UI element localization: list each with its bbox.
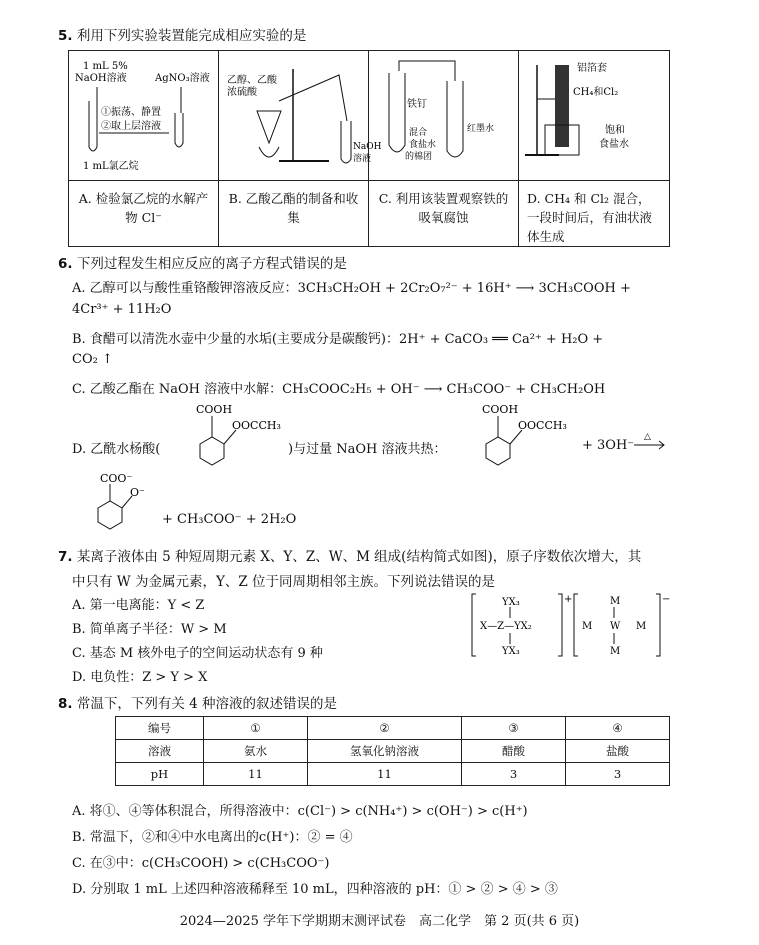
q6-heat-arrow — [634, 430, 666, 452]
q8-option-b: B. 常温下，②和④中水电离出的c(H⁺)：② = ④ — [72, 830, 353, 845]
q6-option-d-prefix: D. 乙酰水杨酸( — [72, 442, 161, 457]
q6-aspirin-structure-1 — [180, 400, 290, 470]
q5b-label3: NaOH — [353, 142, 382, 152]
q7-m-right: M — [636, 621, 647, 632]
q6-option-a-line2: 4Cr³⁺ + 11H₂O — [72, 302, 172, 317]
q7-charge-minus: − — [662, 594, 671, 605]
table-cell: 3 — [566, 763, 670, 786]
q6-option-d-middle: )与过量 NaOH 溶液共热： — [288, 442, 447, 457]
q6-cooh-label-1: COOH — [196, 403, 233, 416]
q8-number: 8. — [58, 696, 73, 712]
q5d-foil-tube — [555, 65, 569, 147]
table-row — [116, 740, 670, 763]
q7-ionic-liquid-structure — [470, 592, 670, 660]
q7-m-bottom: M — [610, 646, 621, 657]
q8-stem-text: 常温下，下列有关 4 种溶液的叙述错误的是 — [76, 696, 337, 712]
q5a-tube-right — [175, 113, 183, 147]
q7-yx3-top: YX₃ — [502, 597, 520, 608]
q5-option-a: A. 检验氯乙烷的水解产物 Cl⁻ — [78, 191, 209, 225]
q5-figure-table — [68, 50, 670, 247]
q5c-label4: 的棉团 — [405, 152, 433, 162]
q5-stem — [58, 24, 306, 44]
q5c-tube-right — [447, 81, 463, 157]
q7-number: 7. — [58, 549, 73, 565]
q6-coo-label: COO⁻ — [100, 472, 133, 485]
q8-solution-table — [115, 716, 670, 786]
q5-number: 5. — [58, 28, 73, 44]
q6-bond-2 — [224, 430, 236, 444]
q6-o-label: O⁻ — [130, 486, 145, 499]
table-cell: 11 — [308, 763, 462, 786]
q5d-label2: CH₄和Cl₂ — [573, 87, 619, 98]
q5a-reagent2: NaOH溶液 — [75, 73, 127, 84]
table-cell: 编号 — [116, 717, 204, 740]
q5c-tube-left — [389, 73, 405, 152]
q6-ester-label-2: OOCCH₃ — [518, 419, 567, 432]
q6-cooh-label-2: COOH — [482, 403, 519, 416]
q8-stem — [58, 692, 337, 712]
q5-option-c: C. 利用该装置观察铁的吸氧腐蚀 — [378, 191, 509, 225]
q5-option-b: B. 乙酸乙酯的制备和收集 — [228, 191, 359, 225]
q5-option-d: D. CH₄ 和 Cl₂ 混合，一段时间后，有油状液体生成 — [527, 191, 653, 244]
q6-benzene-ring-3 — [98, 501, 122, 529]
q6-salicylate-structure — [86, 470, 166, 534]
q5b-label4: 溶液 — [353, 154, 372, 164]
q6-aspirin-structure-2 — [466, 400, 576, 470]
table-row — [116, 763, 670, 786]
table-cell: ② — [308, 717, 462, 740]
q5a-tube-left — [89, 101, 97, 151]
q5-cell-b — [219, 51, 382, 246]
q8-option-d: D. 分别取 1 mL 上述四种溶液稀释至 10 mL，四种溶液的 pH：① > ② > ④ > ③ — [72, 882, 558, 897]
q5c-label1: 铁钉 — [407, 99, 427, 110]
q5b-receiver-tube — [341, 121, 351, 163]
q5-cell-a — [69, 51, 219, 246]
q6-benzene-ring-1 — [200, 437, 224, 465]
page-footer: 2024—2025 学年下学期期末测评试卷 高二化学 第 2 页(共 6 页) — [179, 914, 580, 929]
q5c-label2: 混合 — [409, 128, 428, 138]
q7-stem-line2: 中只有 W 为金属元素，Y、Z 位于同周期相邻主族。下列说法错误的是 — [72, 574, 496, 590]
q7-cation-bracket-right — [558, 594, 562, 656]
table-cell: 3 — [462, 763, 566, 786]
q5b-burner — [259, 147, 279, 157]
q5a-step2: ②取上层溶液 — [101, 121, 161, 132]
q6-option-c: C. 乙酸乙酯在 NaOH 溶液中水解：CH₃COOC₂H₅ + OH⁻ ⟶ CH₃COO⁻ + CH₃CH₂OH — [72, 382, 606, 397]
table-cell: 溶液 — [116, 740, 204, 763]
q5-cell-d — [519, 51, 669, 246]
q7-w-center: W — [610, 621, 621, 632]
table-row — [116, 717, 670, 740]
q7-anion-bracket-right — [656, 594, 660, 656]
q7-center-row: X—Z—YX₂ — [480, 621, 532, 632]
table-cell: pH — [116, 763, 204, 786]
table-cell: 盐酸 — [566, 740, 670, 763]
q6-option-d-tail: + 3OH⁻ — [582, 438, 635, 453]
q5-apparatus-a — [69, 51, 219, 179]
q7-option-a: A. 第一电离能：Y < Z — [72, 598, 205, 613]
q7-option-d: D. 电负性：Z > Y > X — [72, 670, 208, 685]
table-cell: 11 — [204, 763, 308, 786]
q5a-reagent3: AgNO₃溶液 — [155, 73, 210, 84]
q5c-label3: 食盐水 — [409, 140, 437, 150]
q6-option-b-line2: CO₂ ↑ — [72, 352, 113, 367]
q6-benzene-ring-2 — [486, 437, 510, 465]
table-cell: ③ — [462, 717, 566, 740]
q5b-label2: 浓硫酸 — [227, 87, 257, 98]
q5a-bottom-label: 1 mL氯乙烷 — [83, 161, 139, 172]
q6-bond-4 — [510, 430, 522, 444]
q6-ester-label-1: OOCCH₃ — [232, 419, 281, 432]
q7-yx3-bottom: YX₃ — [502, 646, 520, 657]
q6-heat-symbol: △ — [644, 432, 651, 442]
table-cell: ① — [204, 717, 308, 740]
q5c-connector — [399, 61, 455, 81]
q5d-label4: 食盐水 — [599, 139, 629, 150]
q5b-label1: 乙醇、乙酸 — [227, 75, 277, 86]
q5-apparatus-c — [369, 51, 519, 179]
table-cell: ④ — [566, 717, 670, 740]
table-cell: 醋酸 — [462, 740, 566, 763]
q5-apparatus-b — [219, 51, 382, 179]
q6-number: 6. — [58, 256, 73, 272]
q5d-label1: 铝箔套 — [577, 63, 607, 74]
q8-option-c: C. 在③中：c(CH₃COOH) > c(CH₃COO⁻) — [72, 856, 330, 871]
q7-stem-line1 — [58, 545, 641, 565]
q5-apparatus-d — [519, 51, 669, 179]
q6-option-d-products: + CH₃COO⁻ + 2H₂O — [162, 512, 297, 527]
q5c-label5: 红墨水 — [467, 124, 495, 134]
q7-anion-bracket-left — [574, 594, 578, 656]
q5a-step1: ①振荡、静置 — [101, 107, 161, 118]
q6-option-b-line1: B. 食醋可以清洗水壶中少量的水垢(主要成分是碳酸钙)：2H⁺ + CaCO₃ ══ Ca²⁺ + H₂O + — [72, 332, 604, 347]
table-cell: 氢氧化钠溶液 — [308, 740, 462, 763]
q5-cell-c — [369, 51, 519, 246]
q7-option-c: C. 基态 M 核外电子的空间运动状态有 9 种 — [72, 646, 323, 661]
q7-charge-plus: + — [564, 594, 573, 605]
q5a-reagent1: 1 mL 5% — [83, 61, 128, 72]
q7-m-left: M — [582, 621, 593, 632]
q7-m-top: M — [610, 596, 621, 607]
q5b-delivery-tube — [279, 75, 347, 121]
q7-stem-text1: 某离子液体由 5 种短周期元素 X、Y、Z、W、M 组成(结构简式如图)，原子序数依次增大，其 — [76, 549, 642, 565]
q6-stem — [58, 252, 347, 272]
q5-stem-text: 利用下列实验装置能完成相应实验的是 — [76, 28, 307, 44]
q5d-label3: 饱和 — [605, 125, 625, 136]
q7-option-b: B. 简单离子半径：W > M — [72, 622, 227, 637]
table-cell: 氨水 — [204, 740, 308, 763]
q8-option-a: A. 将①、④等体积混合，所得溶液中：c(Cl⁻) > c(NH₄⁺) > c(OH⁻) > c(H⁺) — [72, 804, 528, 819]
q6-option-a-line1: A. 乙醇可以与酸性重铬酸钾溶液反应：3CH₃CH₂OH + 2Cr₂O₇²⁻ + 16H⁺ ⟶ 3CH₃COOH + — [72, 281, 631, 296]
q6-stem-text: 下列过程发生相应反应的离子方程式错误的是 — [76, 256, 347, 272]
q7-cation-bracket-left — [472, 594, 476, 656]
q5b-flask — [257, 111, 281, 143]
